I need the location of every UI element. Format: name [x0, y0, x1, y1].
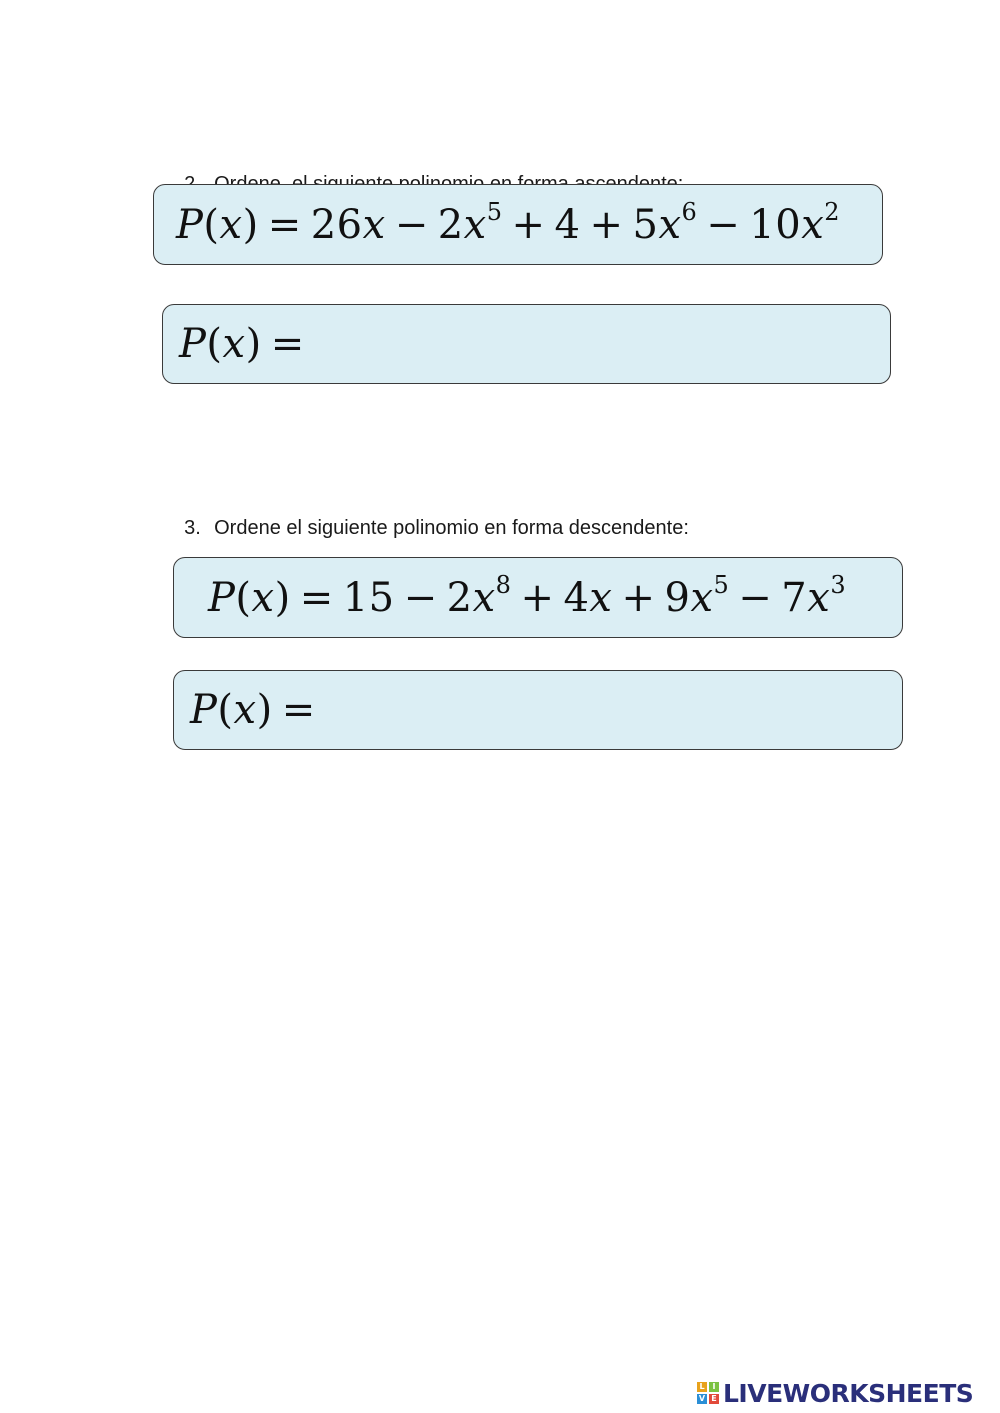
answer-input-q2[interactable] — [323, 313, 878, 375]
operator: + — [589, 201, 624, 248]
logo-mark-letter: L — [697, 1382, 707, 1392]
operator: + — [520, 574, 555, 621]
term-exponent: 8 — [495, 570, 512, 599]
term-var: x — [801, 201, 825, 248]
term-coef: 2 — [437, 201, 464, 248]
term-exponent: 2 — [824, 197, 841, 226]
term-coef: 9 — [664, 574, 691, 621]
term-coef: 4 — [563, 574, 590, 621]
operator: + — [511, 201, 546, 248]
term-exponent: 5 — [713, 570, 730, 599]
logo-mark-letter: E — [709, 1394, 719, 1404]
operator: = — [270, 321, 305, 367]
operator: − — [706, 201, 741, 248]
function-name: P — [176, 201, 204, 248]
function-name: P — [179, 321, 207, 367]
term-coef: 15 — [342, 574, 395, 621]
function-variable: x — [219, 201, 243, 248]
answer-box-q2 — [162, 304, 891, 384]
logo-mark-letter: I — [709, 1382, 719, 1392]
logo-text: LIVEWORKSHEETS — [723, 1378, 974, 1408]
answer-input-q3[interactable] — [334, 679, 890, 741]
term-var: x — [362, 201, 386, 248]
term-coef: 10 — [749, 201, 802, 248]
polynomial-expression: $P(x) = 26x - 2x^5 + 4 + 5x^6 - 10x^2$ — [176, 197, 841, 248]
question-text: Ordene el siguiente polinomio en forma descendente: — [214, 517, 689, 539]
question-number: 3. — [184, 517, 201, 539]
term-exponent: 3 — [830, 570, 847, 599]
polynomial-expression: $P(x) = 15 - 2x^8 + 4x + 9x^5 - 7x^3$ — [208, 570, 847, 621]
function-variable: x — [222, 321, 246, 367]
answer-prefix: P(x) = — [190, 687, 325, 733]
answer-box-q3 — [173, 670, 903, 750]
term-coef: 26 — [310, 201, 363, 248]
term-var: x — [463, 201, 487, 248]
logo-mark-icon — [697, 1382, 719, 1404]
term-coef: 2 — [446, 574, 473, 621]
liveworksheets-logo — [697, 1378, 973, 1408]
term-coef: 4 — [554, 201, 581, 248]
operator: − — [403, 574, 438, 621]
logo-mark-letter: V — [698, 1394, 706, 1403]
function-name: P — [190, 687, 218, 733]
polynomial-box-q3 — [173, 557, 903, 638]
term-var: x — [658, 201, 682, 248]
term-exponent: 5 — [486, 197, 503, 226]
operator: = — [267, 201, 302, 248]
term-var: x — [690, 574, 714, 621]
term-exponent: 6 — [681, 197, 698, 226]
term-coef: 5 — [632, 201, 659, 248]
operator: = — [281, 687, 316, 733]
operator: = — [299, 574, 334, 621]
term-var: x — [472, 574, 496, 621]
operator: − — [738, 574, 773, 621]
operator: − — [394, 201, 429, 248]
function-variable: x — [233, 687, 257, 733]
function-variable: x — [251, 574, 275, 621]
polynomial-box-q2 — [153, 184, 883, 265]
term-coef: 7 — [781, 574, 808, 621]
term-var: x — [807, 574, 831, 621]
operator: + — [621, 574, 656, 621]
question-3-prompt — [173, 494, 689, 540]
answer-prefix: P(x) = — [179, 321, 314, 367]
term-var: x — [589, 574, 613, 621]
function-name: P — [208, 574, 236, 621]
